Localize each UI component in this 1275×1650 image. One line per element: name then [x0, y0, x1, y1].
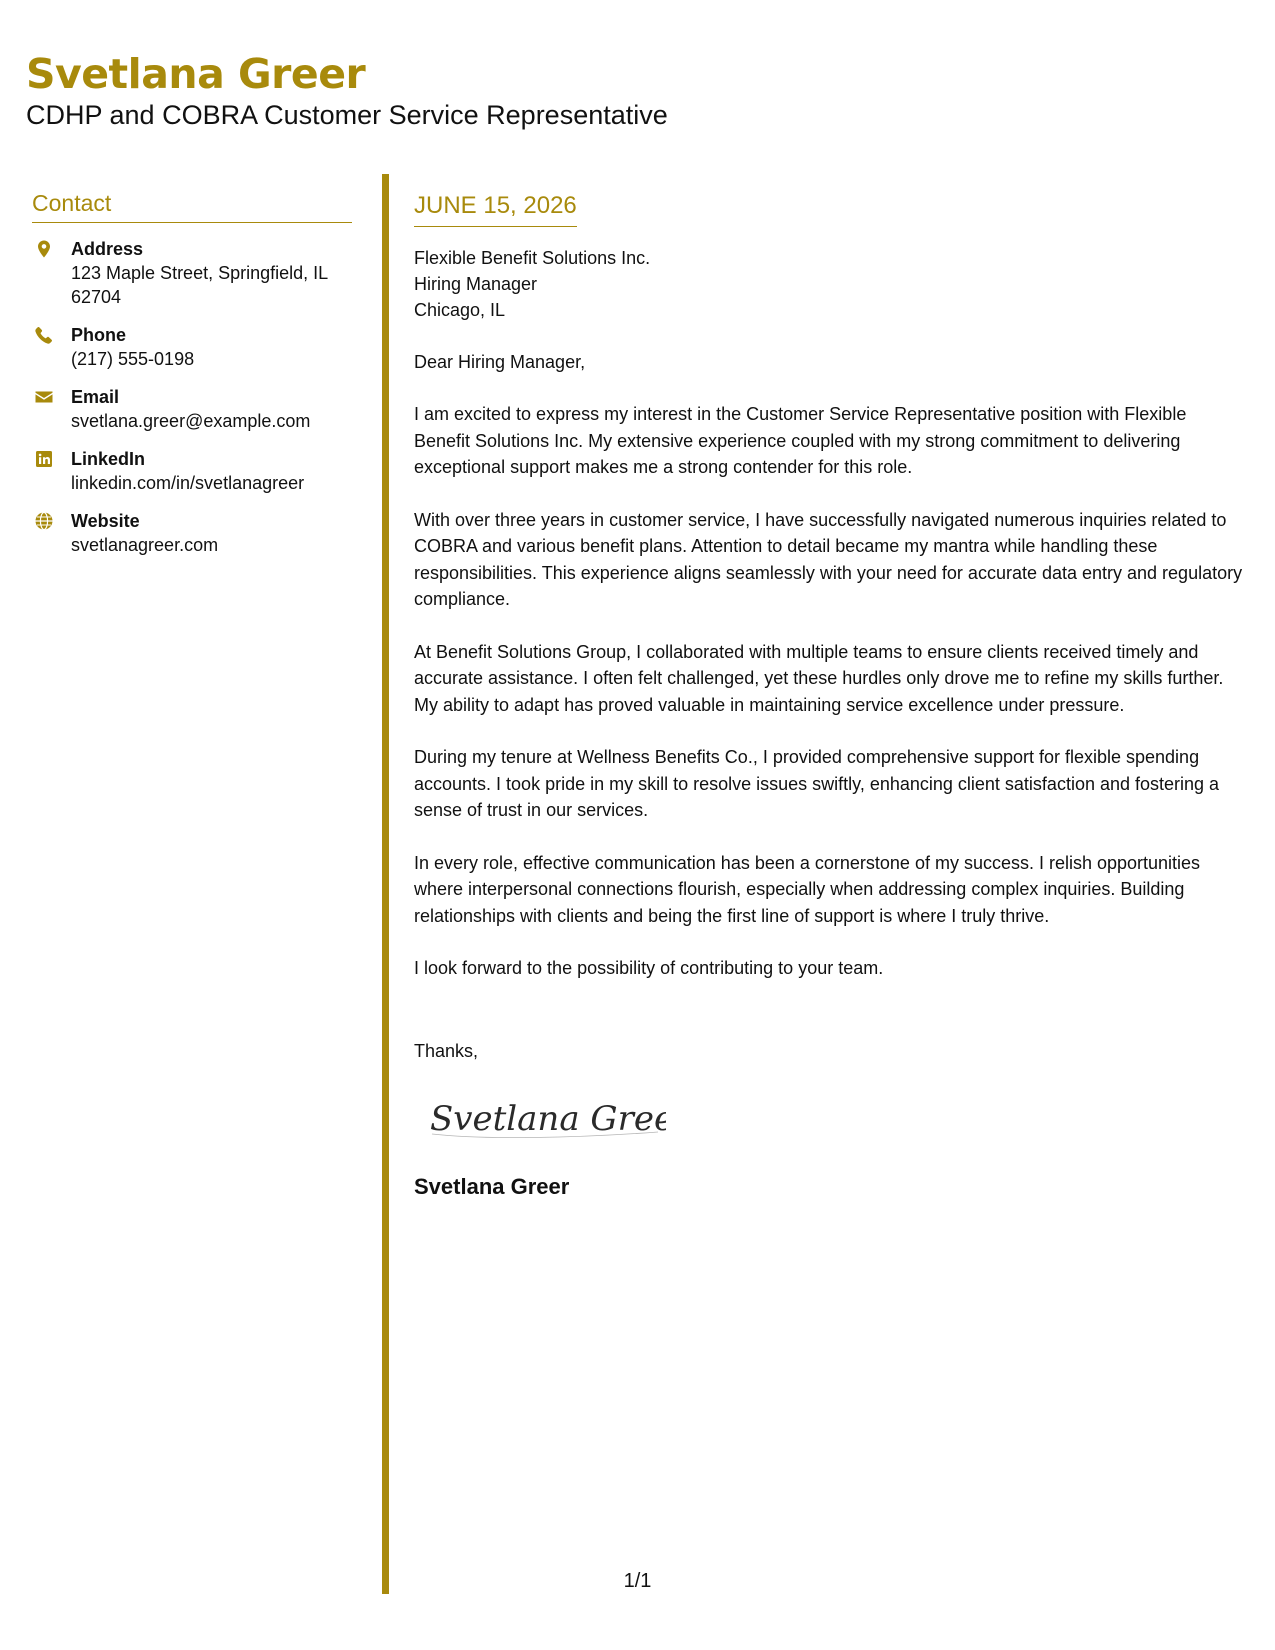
- linkedin-icon: [34, 449, 54, 469]
- paragraph: I look forward to the possibility of contributing to your team.: [414, 958, 884, 978]
- page-number: 1/1: [623, 1570, 652, 1592]
- handwritten-signature: [426, 1090, 666, 1142]
- paragraph: In every role, effective communication has been a cornerstone of my success. I relish opportunities where interpersonal connections flourish, especially when addressing complex inquiries. Building relationships with clients and being the first line of support is where I truly thrive.: [414, 852, 1201, 926]
- paragraph: With over three years in customer service, I have successfully navigated numerous inquiries related to COBRA and various benefit plans. Attention to detail became my mantra while handling these responsibilities. This experience aligns seamlessly with your need for accurate data entry and regulatory compliance.: [414, 509, 1243, 609]
- paragraph: During my tenure at Wellness Benefits Co., I provided comprehensive support for flexible spending accounts. I took pride in my skill to resolve issues swiftly, enhancing client satisfaction and fostering a sense of trust in our services.: [414, 747, 1220, 820]
- contact-label-phone: Phone: [71, 325, 127, 345]
- salutation: Dear Hiring Manager,: [414, 352, 586, 372]
- envelope-icon: [34, 387, 54, 407]
- contact-value-email: svetlana.greer@example.com: [71, 411, 311, 431]
- contact-value-phone: (217) 555-0198: [71, 349, 195, 369]
- contact-value-website[interactable]: svetlanagreer.com: [71, 535, 219, 555]
- phone-icon: [34, 325, 54, 345]
- contact-item-website: [32, 509, 352, 557]
- recipient-block: [414, 245, 1244, 323]
- contact-sidebar: [32, 188, 352, 557]
- document-header: [26, 48, 668, 132]
- contact-label-address: Address: [71, 239, 144, 259]
- recipient-person: Hiring Manager: [414, 274, 538, 294]
- column-divider: [382, 174, 389, 1594]
- svg-text:Svetlana Greer: Svetlana Greer: [430, 1098, 666, 1139]
- signer-name: Svetlana Greer: [414, 1173, 570, 1199]
- contact-heading: Contact: [32, 188, 352, 223]
- applicant-title: CDHP and COBRA Customer Service Representative: [26, 100, 668, 130]
- contact-label-linkedin: LinkedIn: [71, 449, 146, 469]
- applicant-name: Svetlana Greer: [26, 50, 366, 98]
- contact-value-address: 123 Maple Street, Springfield, IL 62704: [71, 263, 328, 307]
- closing: Thanks,: [414, 1040, 479, 1061]
- paragraph: At Benefit Solutions Group, I collaborated with multiple teams to ensure clients received timely and accurate assistance. I often felt challenged, yet these hurdles only drove me to refine my skills further. My ability to adapt has proved valuable in maintaining service excellence under pressure.: [414, 641, 1224, 715]
- contact-label-website: Website: [71, 511, 140, 531]
- letter-body: [414, 190, 1244, 1201]
- contact-value-linkedin[interactable]: linkedin.com/in/svetlanagreer: [71, 473, 305, 493]
- letter-date: JUNE 15, 2026: [414, 190, 577, 227]
- paragraph: I am excited to express my interest in the Customer Service Representative position with Flexible Benefit Solutions Inc. My extensive experience coupled with my strong commitment to delivering exceptional support makes me a strong contender for this role.: [414, 404, 1187, 477]
- recipient-location: Chicago, IL: [414, 300, 506, 320]
- contact-item-address: [32, 237, 352, 309]
- recipient-company: Flexible Benefit Solutions Inc.: [414, 248, 651, 268]
- contact-item-phone: [32, 323, 352, 371]
- map-pin-icon: [34, 239, 54, 259]
- contact-item-email: [32, 385, 352, 433]
- contact-label-email: Email: [71, 387, 120, 407]
- contact-item-linkedin: [32, 447, 352, 495]
- globe-icon: [34, 511, 54, 531]
